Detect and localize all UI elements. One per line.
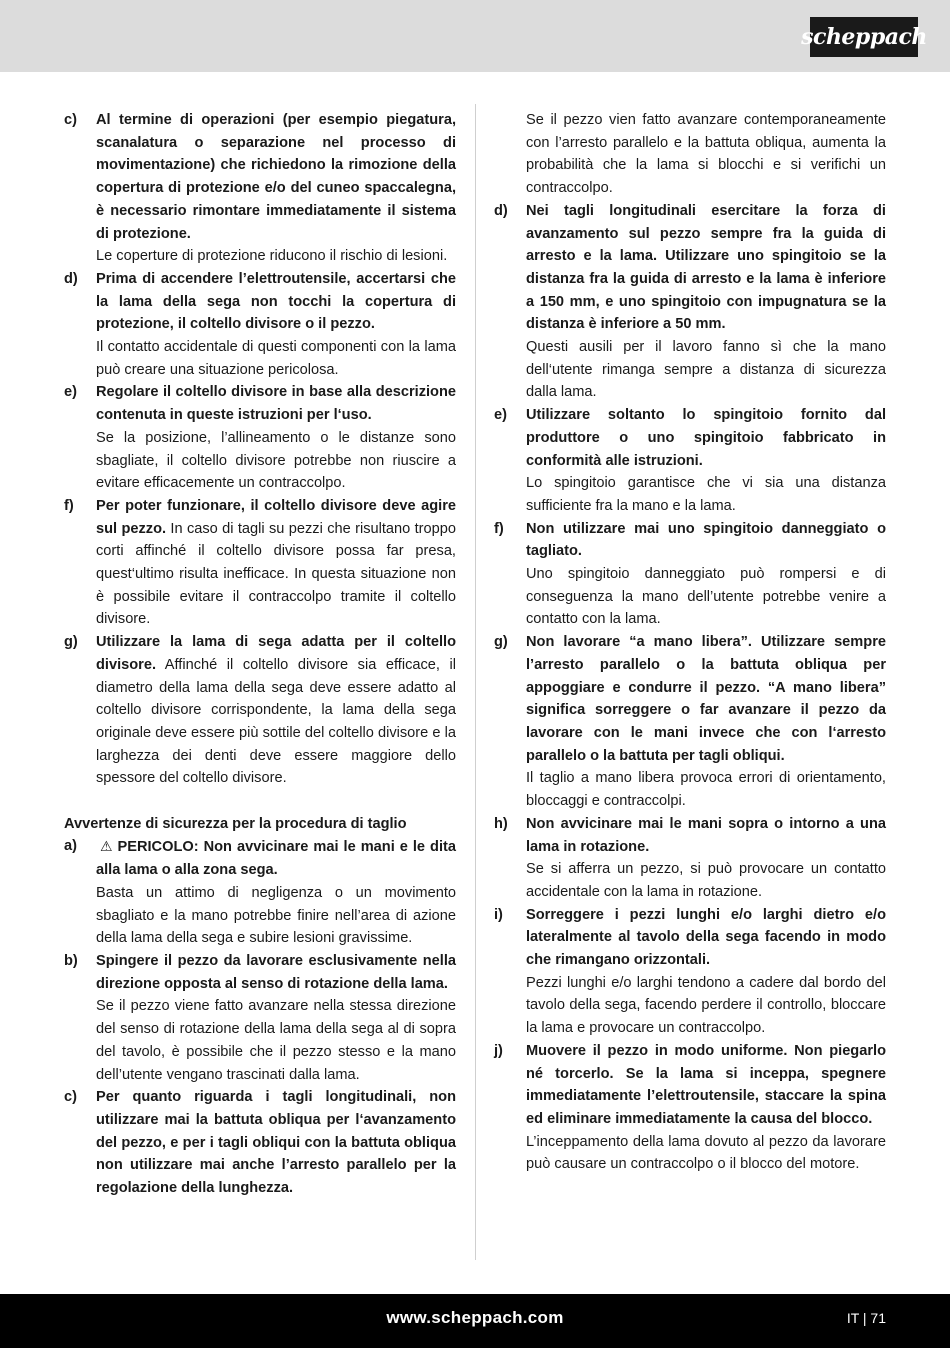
- column-divider: [475, 104, 476, 1260]
- brand-logo: scheppach: [810, 17, 918, 57]
- item-heading: Utilizzare soltanto lo spingitoio fornito dal produttore o uno spingitoio fabbricato in conformità alle istruzioni.: [526, 407, 886, 469]
- item-heading: Non utilizzare mai uno spingitoio danneggiato o tagliato.: [526, 520, 886, 560]
- item-text: L’inceppamento della lama dovuto al pezzo da lavorare può causare un contraccolpo o il blocco del motore.: [526, 1133, 886, 1173]
- item-text: Il taglio a mano libera provoca errori di orientamento, bloccaggi e contraccolpi.: [526, 770, 886, 810]
- item-heading: Sorreggere i pezzi lunghi e/o larghi dietro e/o lateralmente al tavolo della sega facendo in modo che rimangano orizzontali.: [526, 906, 886, 969]
- list-item: [64, 109, 456, 268]
- item-label: d): [494, 202, 508, 219]
- page-number: IT | 71: [846, 1310, 886, 1326]
- item-text: Uno spingitoio danneggiato può rompersi e di conseguenza la mano dell’utente potrebbe venire a contatto con la lama.: [526, 566, 886, 628]
- item-heading: Non lavorare “a mano libera”. Utilizzare sempre l’arresto parallelo o la battuta obliqua per appoggiare e condurre il pezzo. “A mano libera” significa sorreggere o far avanzare il pezzo da lavorare con le mani invece che con l‘arresto parallelo o la battuta per tagli obliqui.: [526, 634, 886, 764]
- item-label: j): [494, 1042, 503, 1059]
- item-text: Il contatto accidentale di questi componenti con la lama può creare una situazione pericolosa.: [96, 339, 456, 378]
- list-item: [494, 200, 886, 404]
- item-heading: Per poter funzionare, il coltello divisore deve agire sul pezzo.: [96, 497, 456, 537]
- item-label: c): [64, 1089, 77, 1106]
- footer-bar: [0, 1294, 950, 1348]
- list-item: [64, 268, 456, 382]
- header-bar: [0, 0, 950, 72]
- item-label: f): [494, 520, 504, 537]
- item-label: e): [64, 384, 77, 401]
- list-item: [64, 381, 456, 495]
- item-text: Se il pezzo viene fatto avanzare nella stessa direzione del senso di rotazione della lama della sega al di sopra del tavolo, è possibile che il pezzo stesso e la mano dell’utente vengano trascinati dalla lama.: [96, 998, 456, 1083]
- item-text: Pezzi lunghi e/o larghi tendono a cadere dal bordo del tavolo della sega, facendo perdere il controllo, bloccare la lama e provocare un contraccolpo.: [526, 974, 886, 1037]
- item-heading: Prima di accendere l’elettroutensile, accertarsi che la lama della sega non tocchi la copertura di protezione, il coltello divisore o il pezzo.: [96, 270, 456, 333]
- item-text: Basta un attimo di negligenza o un movimento sbagliato e la mano potrebbe finire nell’area di azione della lama della sega e subire lesioni gravissime.: [96, 884, 456, 947]
- item-heading: Regolare il coltello divisore in base alla descrizione contenuta in queste istruzioni per l‘uso.: [96, 384, 456, 424]
- item-heading: Muovere il pezzo in modo uniforme. Non piegarlo né torcerlo. Se la lama si inceppa, spegnere immediatamente l’elettroutensile, staccare la spina ed eliminare immediatamente la causa del blocco.: [526, 1042, 886, 1127]
- item-heading: Utilizzare la lama di sega adatta per il coltello divisore.: [96, 634, 456, 673]
- item-heading: Non avvicinare mai le mani e le dita alla lama o alla zona sega.: [96, 839, 456, 879]
- right-column: [494, 109, 886, 1176]
- item-text: Affinché il coltello divisore sia efficace, il diametro della lama della sega deve essere adatto al coltello divisore corrispondente, la lama della sega originale deve essere più sottile del coltello divisore e la larghezza dei denti deve essere maggiore dello spessore del coltello divisore.: [96, 656, 456, 787]
- item-heading: Non avvicinare mai le mani sopra o intorno a una lama in rotazione.: [526, 815, 886, 855]
- section-title: Avvertenze di sicurezza per la procedura di taglio: [64, 815, 407, 832]
- item-label: f): [64, 497, 74, 514]
- list-item: [494, 518, 886, 632]
- item-heading: Per quanto riguarda i tagli longitudinali, non utilizzare mai la battuta obliqua per l‘avanzamento del pezzo, e per i tagli obliqui con la battuta obliqua non utilizzare mai anche l’arresto parallelo per la regolazione della lunghezza.: [96, 1089, 456, 1197]
- item-label: h): [494, 815, 508, 832]
- item-text: Lo spingitoio garantisce che vi sia una distanza sufficiente fra la mano e la lama.: [526, 475, 886, 514]
- item-text: Se il pezzo vien fatto avanzare contemporaneamente con l’arresto parallelo e la battuta obliqua, aumenta la probabilità che la lama si blocchi e si verifichi un contraccolpo.: [526, 112, 886, 197]
- item-text: Se la posizione, l’allineamento o le distanze sono sbagliate, il coltello divisore potrebbe non riuscire a evitare efficacemente un contraccolpo.: [96, 429, 456, 492]
- list-item: [64, 1086, 456, 1200]
- list-item: [494, 904, 886, 1040]
- item-heading: Spingere il pezzo da lavorare esclusivamente nella direzione opposta al senso di rotazione della lama.: [96, 953, 456, 992]
- item-label: g): [494, 634, 508, 651]
- item-text: Questi ausili per il lavoro fanno sì che la mano dell‘utente rimanga sempre a distanza di sicurezza dalla lama.: [526, 339, 886, 401]
- warning-label: PERICOLO:: [117, 839, 199, 856]
- item-text: Le coperture di protezione riducono il rischio di lesioni.: [96, 248, 448, 265]
- list-item: [494, 404, 886, 518]
- item-label: a): [64, 838, 77, 855]
- list-item: [64, 631, 456, 790]
- item-label: c): [64, 112, 77, 128]
- list-item: [494, 631, 886, 813]
- item-label: g): [64, 634, 78, 651]
- item-label: e): [494, 407, 507, 424]
- item-text: In caso di tagli su pezzi che risultano troppo corti affinché il coltello divisore possa far presa, quest‘ultimo risulta inefficace. In questa situazione non è possibile evitare il contraccolpo tramite il coltello divisore.: [96, 520, 456, 628]
- left-column: [64, 109, 456, 1200]
- item-text: Se si afferra un pezzo, si può provocare un contatto accidentale con la lama in rotazione.: [526, 861, 886, 900]
- item-label: b): [64, 953, 78, 969]
- item-label: i): [494, 906, 503, 923]
- list-item: [64, 950, 456, 1086]
- website-url: www.scheppach.com: [386, 1308, 564, 1327]
- list-item: [494, 1040, 886, 1176]
- list-item-continuation: [494, 109, 886, 200]
- list-item: [64, 835, 456, 950]
- list-item: [64, 495, 456, 631]
- item-label: d): [64, 270, 78, 287]
- list-item: [494, 813, 886, 904]
- item-heading: Al termine di operazioni (per esempio piegatura, scanalatura o separazione nel processo di movimentazione) che richiedono la rimozione della copertura di protezione e/o del cuneo spaccalegna, è necessario rimontare immediatamente il sistema di protezione.: [96, 112, 456, 242]
- warning-triangle-icon: ⚠: [100, 838, 114, 855]
- item-heading: Nei tagli longitudinali esercitare la forza di avanzamento sul pezzo sempre fra la guida di arresto e la lama. Utilizzare uno spingitoio se la distanza fra la guida di arresto e la lama è inferiore a 150 mm, e uno spingitoio con impugnatura se la distanza è inferiore a 50 mm.: [526, 202, 886, 333]
